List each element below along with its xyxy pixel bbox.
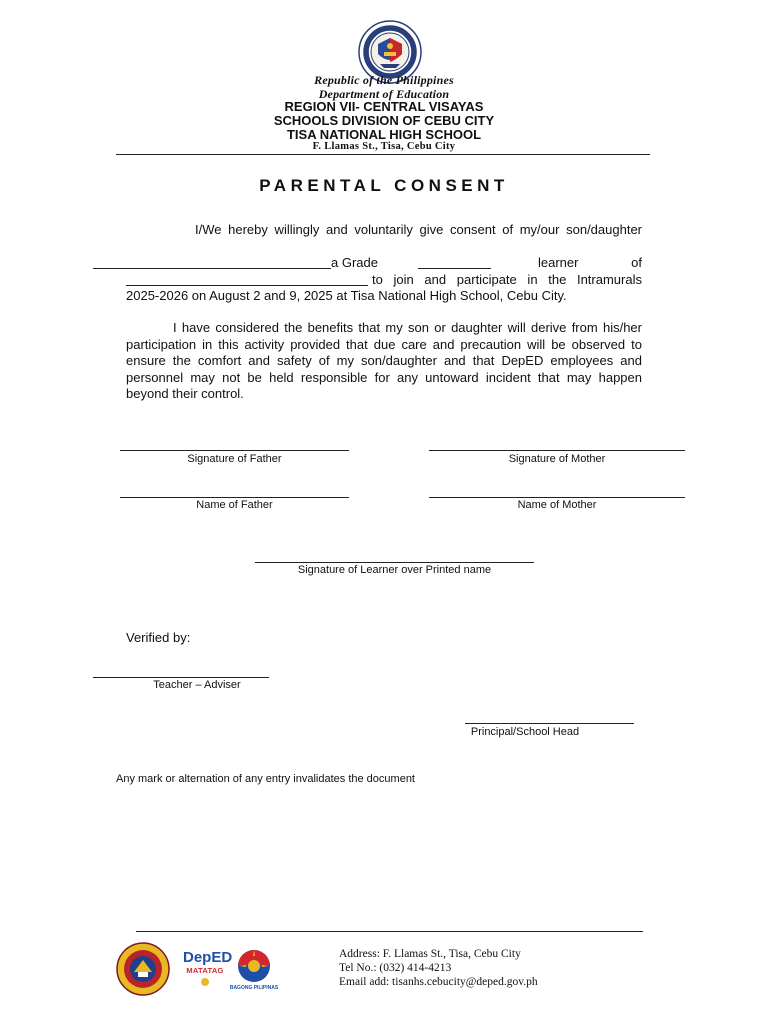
header-region: REGION VII- CENTRAL VISAYAS	[284, 99, 484, 114]
learner-signature-line[interactable]	[255, 562, 534, 563]
principal-signature-line[interactable]	[465, 723, 634, 724]
mother-signature-line[interactable]	[429, 450, 685, 451]
footer-email: Email add: tisanhs.cebucity@deped.gov.ph	[339, 976, 538, 988]
document-title: PARENTAL CONSENT	[259, 176, 509, 195]
deped-matatag-logo	[183, 949, 233, 986]
bagong-pilipinas-icon	[234, 948, 274, 984]
verified-by-label: Verified by:	[126, 630, 191, 645]
father-signature-label: Signature of Father	[187, 453, 282, 465]
father-signature-line[interactable]	[120, 450, 349, 451]
grade-field[interactable]	[418, 268, 491, 269]
header-school-address: F. Llamas St., Tisa, Cebu City	[312, 141, 456, 152]
consent-line-1: I/We hereby willingly and voluntarily give consent of my/our son/daughter	[195, 222, 642, 237]
mother-name-label: Name of Mother	[517, 499, 597, 511]
to-join-text: to join and participate in the Intramurals	[372, 272, 642, 287]
matatag-wordmark: MATATAG	[186, 966, 224, 975]
learner-name-field[interactable]	[93, 268, 331, 269]
principal-label: Principal/School Head	[470, 726, 580, 738]
header-division: SCHOOLS DIVISION OF CEBU CITY	[273, 113, 495, 128]
a-grade-text: a Grade	[331, 255, 378, 270]
school-seal-icon	[116, 942, 170, 996]
mother-signature-label: Signature of Mother	[508, 453, 606, 465]
father-name-label: Name of Father	[196, 499, 273, 511]
deped-wordmark: DepED	[183, 949, 233, 966]
father-name-line[interactable]	[120, 497, 349, 498]
header-department: Department of Education	[318, 87, 450, 101]
consent-paragraph-2: I have considered the benefits that my son or daughter will derive from his/her participation in this activity provided that due care and precaution will be observed to ensure the comfort and safety of my son/daughter and that DepED employees and personnel may not be held responsible for any untoward incident that may happen beyond their control.	[126, 320, 642, 401]
learner-of-text: learner of	[538, 255, 642, 270]
adviser-signature-line[interactable]	[93, 677, 269, 678]
header-republic: Republic of the Philippines	[314, 73, 454, 87]
footer-address: Address: F. Llamas St., Tisa, Cebu City	[339, 948, 521, 960]
mother-name-line[interactable]	[429, 497, 685, 498]
bagong-pilipinas-text: BAGONG PILIPINAS	[229, 985, 279, 991]
header-divider	[116, 154, 650, 155]
consent-line-4: 2025-2026 on August 2 and 9, 2025 at Tisa National High School, Cebu City.	[126, 288, 567, 303]
footer-tel: Tel No.: (032) 414-4213	[339, 962, 452, 974]
invalidation-note: Any mark or alternation of any entry invalidates the document	[116, 773, 415, 785]
section-field[interactable]	[126, 285, 368, 286]
sun-icon	[201, 978, 209, 986]
learner-signature-label: Signature of Learner over Printed name	[297, 564, 492, 576]
header-school: TISA NATIONAL HIGH SCHOOL	[286, 127, 482, 142]
footer-divider	[136, 931, 643, 932]
adviser-label: Teacher – Adviser	[153, 679, 241, 691]
